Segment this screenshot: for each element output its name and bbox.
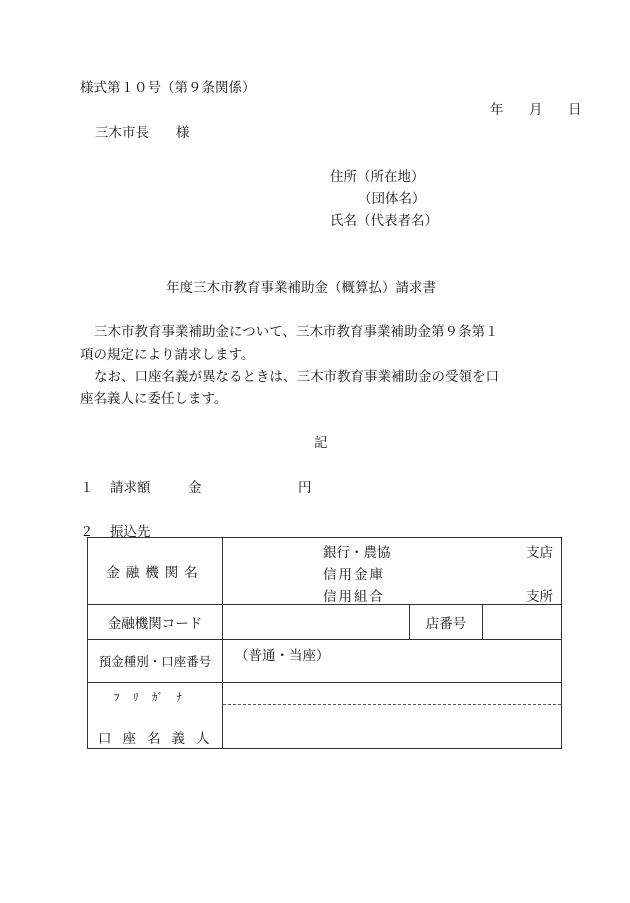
institution-type-bank (223, 538, 561, 560)
addressee: 三木市長 様 (95, 125, 190, 141)
institution-type-cell[interactable] (223, 538, 562, 605)
item1-yen: 円 (298, 480, 312, 496)
institution-code-label: 金融機関コード (88, 605, 223, 640)
ki-heading: 記 (314, 435, 328, 451)
branch-shisho-label: 支所 (526, 589, 554, 605)
body-line-1: 三木市教育事業補助金について、三木市教育事業補助金第９条第１ (94, 324, 499, 340)
name-label: 氏名（代表者名） (330, 213, 438, 229)
institution-type-kumiai (223, 582, 561, 604)
body-line-2: 項の規定により請求します。 (80, 347, 255, 363)
item1-kin: 金 (188, 480, 202, 496)
bank-transfer-table (87, 537, 562, 749)
row-codes (88, 605, 562, 640)
date-line: 年 月 日 (490, 102, 588, 118)
form-number: 様式第１０号（第９条関係） (80, 80, 256, 96)
row-institution (88, 538, 562, 605)
account-holder-label: 口座名義人 (98, 731, 221, 747)
item2-label: 振込先 (110, 524, 151, 540)
address-label: 住所（所在地） (330, 169, 425, 185)
group-label: （団体名） (358, 191, 426, 207)
document-title: 年度三木市教育事業補助金（概算払）請求書 (166, 280, 436, 296)
item2-number: ２ (80, 524, 94, 540)
branch-number-field[interactable] (483, 605, 562, 640)
account-holder-field[interactable] (223, 683, 562, 749)
body-line-3: なお、口座名義が異なるときは、三木市教育事業補助金の受領を口 (94, 369, 499, 385)
bank-agricultural-label: 銀行・農協 (323, 545, 391, 561)
item1-number: １ (80, 480, 94, 496)
furigana-field[interactable] (223, 683, 561, 704)
body-line-4: 座名義人に委任します。 (80, 391, 228, 407)
shinyo-kinko-label: 信用金庫 (323, 567, 385, 583)
holder-label-cell (88, 683, 223, 749)
institution-name-label: 金融機関名 (88, 538, 223, 605)
account-number-field[interactable] (223, 640, 562, 683)
branch-shiten-label: 支店 (526, 545, 554, 561)
institution-type-shinkin (223, 560, 561, 582)
institution-code-field[interactable] (223, 605, 410, 640)
row-account (88, 640, 562, 683)
account-type-label: 預金種別・口座番号 (88, 640, 223, 683)
account-type-hint: （普通・当座） (235, 648, 330, 664)
furigana-divider (223, 704, 561, 705)
furigana-label: ﾌ ﾘ ｶﾞ ﾅ (114, 691, 187, 704)
shinyo-kumiai-label: 信用組合 (323, 589, 385, 605)
row-holder (88, 683, 562, 749)
branch-number-label: 店番号 (410, 605, 483, 640)
item1-label: 請求額 (110, 480, 151, 496)
